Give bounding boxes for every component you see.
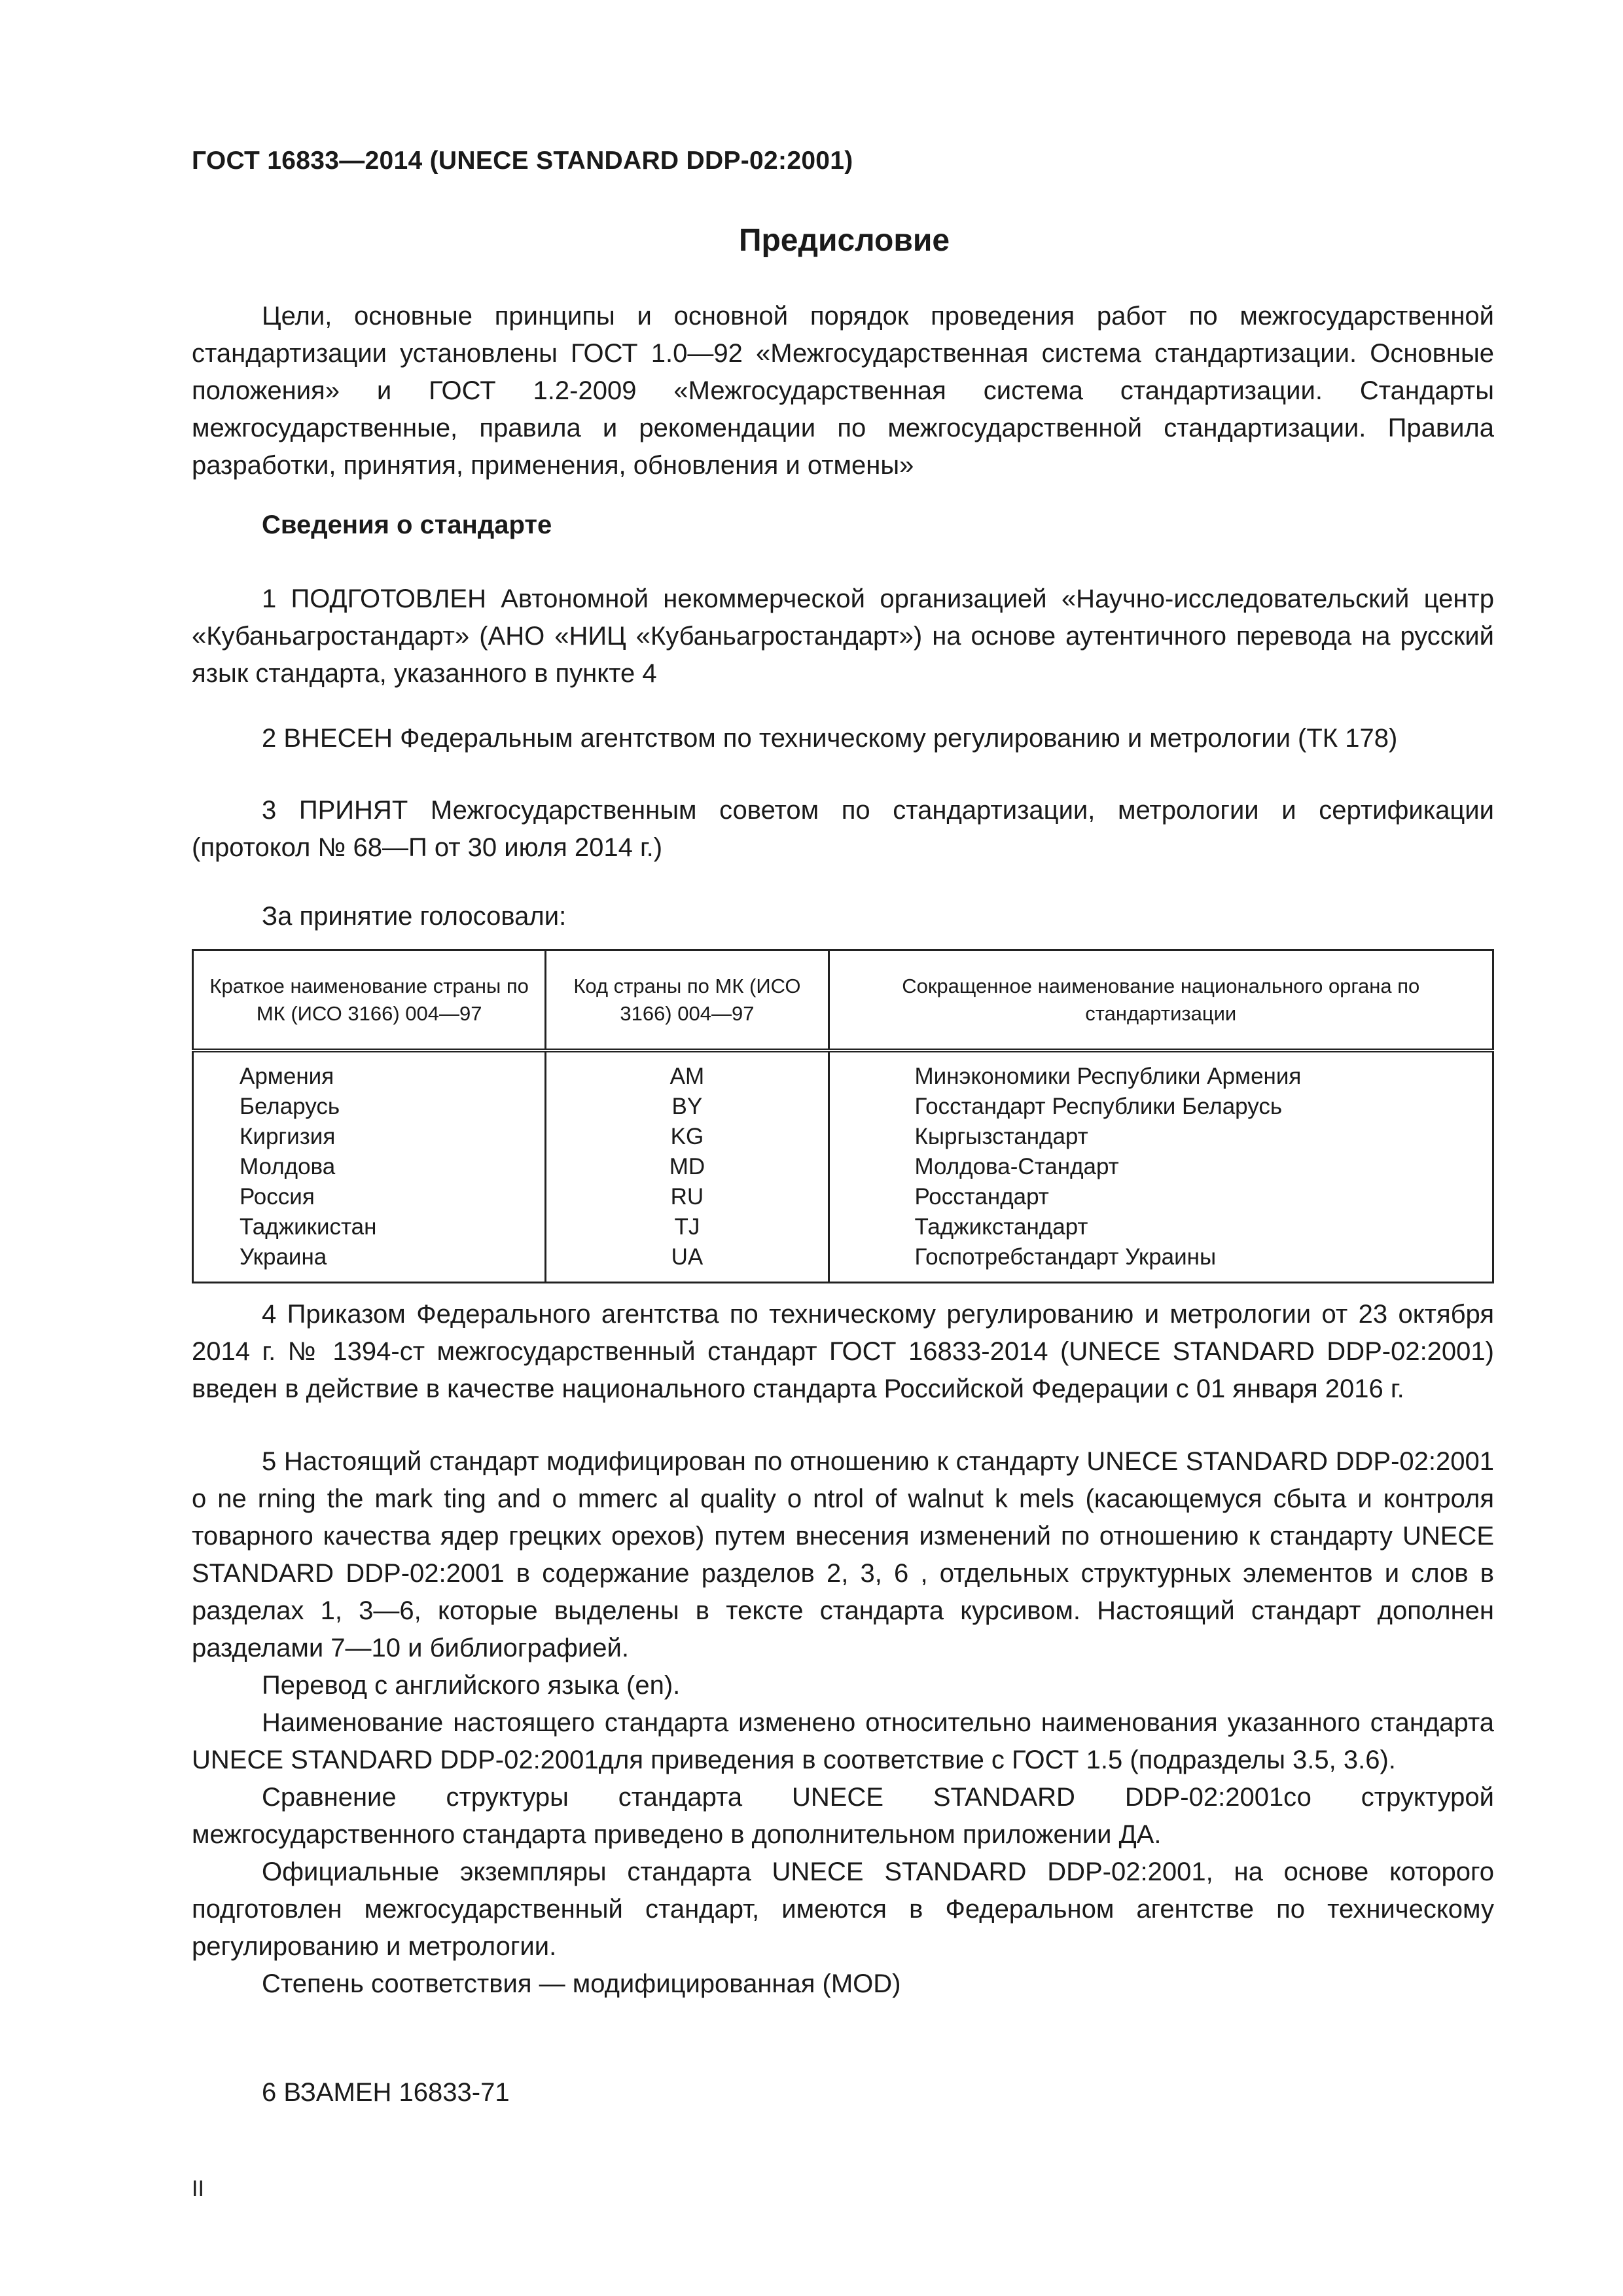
document-header: ГОСТ 16833—2014 (UNECE STANDARD DDP-02:2001) <box>192 147 853 175</box>
body-column <box>829 1050 1493 1283</box>
table-body-row <box>193 1050 1493 1283</box>
body-cell: Таджикстандарт <box>914 1214 1088 1240</box>
item-6: 6 ВЗАМЕН 16833-71 <box>262 2078 510 2107</box>
item-3-text: 3 ПРИНЯТ Межгосударственным советом по стандартизации, метрологии и сертификации (протокол № 68—П от 30 июля 2014 г.) <box>192 796 1494 862</box>
body-cell: Минэкономики Республики Армения <box>914 1064 1302 1089</box>
intro-text: Цели, основные принципы и основной порядок проведения работ по межгосударственной стандартизации установлены ГОСТ 1.0—92 «Межгосударственная система стандартизации. Основные положения» и ГОСТ 1.2-2009 «Межгосударственная система стандартизации. Стандарты межгосударственные, правила и рекомендации по межгосударственной стандартизации. Правила разработки, принятия, применения, обновления и отмены» <box>192 302 1494 480</box>
country-cell: Армения <box>240 1064 334 1089</box>
country-cell: Россия <box>240 1184 315 1210</box>
item-2-text: 2 ВНЕСЕН Федеральным агентством по техническому регулированию и метрологии (ТК 178) <box>262 724 1398 753</box>
item-1-text: 1 ПОДГОТОВЛЕН Автономной некоммерческой организацией «Научно-исследовательский центр «Кубаньагростандарт» (АНО «НИЦ «Кубаньагростандарт») на основе аутентичного перевода на русский язык стандарта, указанного в пункте 4 <box>192 584 1494 688</box>
header-body: Сокращенное наименование национального органа по стандартизации <box>829 950 1493 1051</box>
item-5-conformity: Степень соответствия — модифицированная (MOD) <box>262 1969 901 1998</box>
country-cell: Молдова <box>240 1154 336 1179</box>
body-cell: Госстандарт Республики Беларусь <box>914 1094 1283 1119</box>
country-cell: Беларусь <box>240 1094 340 1119</box>
body-cell: Росстандарт <box>914 1184 1049 1210</box>
item-2 <box>192 720 1494 757</box>
country-column <box>193 1050 546 1283</box>
country-cell: Киргизия <box>240 1124 336 1149</box>
code-cell: RU <box>670 1184 704 1210</box>
item-5-name-change: Наименование настоящего стандарта изменено относительно наименования указанного стандарта UNECE STANDARD DDP-02:2001для приведения в соответствие с ГОСТ 1.5 (подразделы 3.5, 3.6). <box>192 1708 1494 1774</box>
country-cell: Таджикистан <box>240 1214 377 1240</box>
code-cell: AM <box>669 1064 705 1089</box>
body-cell: Молдова-Стандарт <box>914 1154 1119 1179</box>
page-number: II <box>192 2176 204 2201</box>
page-title: Предисловие <box>738 223 950 258</box>
item-1 <box>192 581 1494 692</box>
intro-paragraph <box>192 298 1494 484</box>
item-4-text: 4 Приказом Федерального агентства по техническому регулированию и метрологии от 23 октября 2014 г. № 1394-ст межгосударственный стандарт ГОСТ 16833-2014 (UNECE STANDARD DDP-02:2001) введен в действие в качестве национального стандарта Российской Федерации с 01 января 2016 г. <box>192 1300 1494 1403</box>
header-code: Код страны по МК (ИСО 3166) 004—97 <box>546 950 829 1051</box>
item-5-text: 5 Настоящий стандарт модифицирован по отношению к стандарту UNECE STANDARD DDP-02:2001 о ne rning the mark ting and o mmerc al quality o ntrol of walnut k mels (касающемуся сбыта и контроля товарного качества ядер грецких орехов) путем внесения изменений по отношению к стандарту UNECE STANDARD DDP-02:2001 в содержание разделов 2, 3, 6 , отдельных структурных элементов и слов в разделах 1, 3—6, которые выделены в тексте стандарта курсивом. Настоящий стандарт дополнен разделами 7—10 и библиографией. <box>192 1447 1494 1662</box>
body-cell: Кыргызстандарт <box>914 1124 1088 1149</box>
code-cell: TJ <box>674 1214 700 1240</box>
code-cell: UA <box>671 1244 704 1270</box>
table-header-row <box>193 950 1493 1051</box>
item-4 <box>192 1296 1494 1408</box>
code-cell: BY <box>671 1094 703 1119</box>
code-cell: MD <box>669 1154 705 1179</box>
item-5-structure: Сравнение структуры стандарта UNECE STANDARD DDP-02:2001со структурой межгосударственного стандарта приведено в дополнительном приложении ДА. <box>192 1783 1494 1849</box>
country-cell: Украина <box>240 1244 327 1270</box>
item-5-official-copies: Официальные экземпляры стандарта UNECE STANDARD DDP-02:2001, на основе которого подготовлен межгосударственный стандарт, имеются в Федеральном агентстве по техническому регулированию и метрологии. <box>192 1857 1494 1961</box>
header-country: Краткое наименование страны по МК (ИСО 3166) 004—97 <box>193 950 546 1051</box>
item-5 <box>192 1443 1494 2003</box>
code-column <box>546 1050 829 1283</box>
code-cell: KG <box>670 1124 704 1149</box>
subheading: Сведения о стандарте <box>262 511 552 539</box>
item-3 <box>192 792 1494 867</box>
votes-label: За принятие голосовали: <box>262 902 567 931</box>
voting-table <box>192 949 1494 1283</box>
body-cell: Госпотребстандарт Украины <box>914 1244 1217 1270</box>
item-5-translation: Перевод с английского языка (en). <box>262 1671 681 1700</box>
